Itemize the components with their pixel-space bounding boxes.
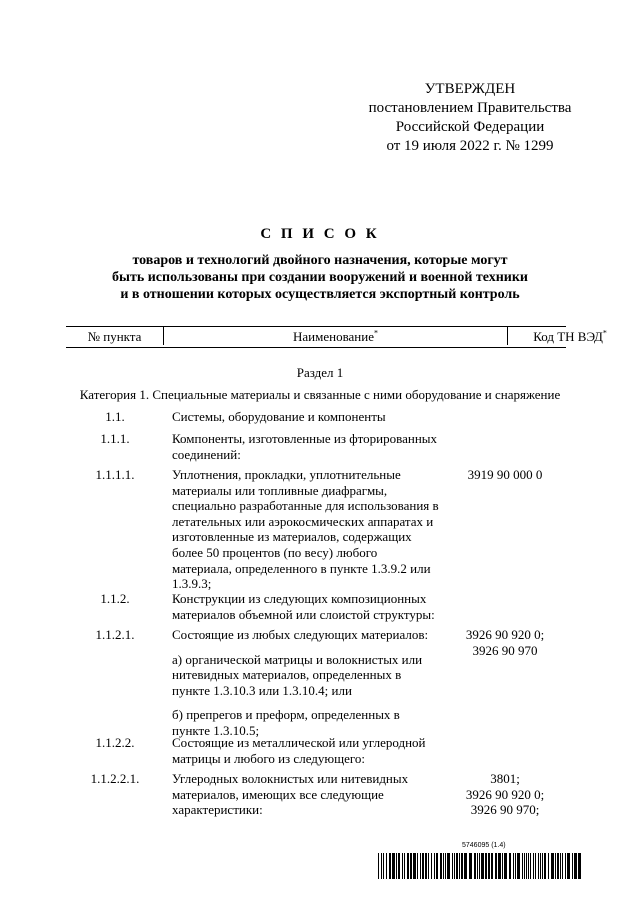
row-code-value: 3926 90 920 0; <box>465 786 545 802</box>
row-name-text: Компоненты, изготовленные из фторированных соединений: <box>172 431 438 462</box>
row-code <box>450 771 560 818</box>
row-code-value: 3801; <box>490 771 520 786</box>
footnote-mark: * <box>602 328 607 338</box>
section-heading: Раздел 1 <box>296 365 344 380</box>
approval-head: УТВЕРЖДЕН <box>424 81 516 97</box>
row-name-text: Углеродных волокнистых или нитевидных материалов, имеющих все следующие характеристики: <box>172 771 409 818</box>
row-name-text: Состоящие из любых следующих материалов: <box>172 627 429 642</box>
subtitle-line: товаров и технологий двойного назначения, которые могут <box>132 253 508 268</box>
row-name-text: Состоящие из металлической или углеродной матрицы и любого из следующего: <box>172 735 426 766</box>
row-code <box>450 627 560 658</box>
barcode-label: 5746095 (1.4) <box>462 842 506 849</box>
document-subtitle <box>0 252 640 303</box>
row-code-value: 3926 90 920 0; <box>465 627 545 642</box>
approval-block <box>340 80 600 156</box>
row-name <box>172 409 440 431</box>
row-num: 1.1. <box>105 409 125 424</box>
row-num: 1.1.2.1. <box>95 627 135 642</box>
row-name <box>172 467 440 598</box>
row-name <box>172 735 440 772</box>
header-num: № пункта <box>66 327 164 345</box>
row-name-text: Конструкции из следующих композиционных материалов объемной или слоистой структуры: <box>172 591 435 622</box>
table-header <box>66 326 607 348</box>
row-num: 1.1.2. <box>100 591 130 606</box>
approval-line: от 19 июля 2022 г. № 1299 <box>386 138 554 154</box>
row-num: 1.1.2.2. <box>95 735 135 750</box>
header-name <box>164 327 508 345</box>
header-code-label: Код ТН ВЭД <box>533 329 603 344</box>
approval-line: постановлением Правительства <box>368 100 572 116</box>
header-code <box>508 327 632 345</box>
row-name-text: Уплотнения, прокладки, уплотнительные материалы или топливные диафрагмы, специально разработанные для использования в летательных или аэрокосмических аппаратах и изготовленные из материалов, содержащих более 50 процентов (по весу) любого материала, определенного в пункте 1.3.9.2 или 1.3.9.3; <box>172 467 439 592</box>
subtitle-line: быть использованы при создании вооружений и военной техники <box>112 270 528 285</box>
row-name-text: б) препрегов и преформ, определенных в пункте 1.3.10.5; <box>172 707 400 738</box>
row-code-value: 3919 90 000 0 <box>467 467 543 482</box>
barcode <box>378 853 582 879</box>
row-name <box>172 627 440 745</box>
row-name <box>172 771 440 824</box>
category-heading: Категория 1. Специальные материалы и связанные с ними оборудование и снаряжение <box>79 387 561 402</box>
subtitle-line: и в отношении которых осуществляется экспортный контроль <box>120 287 520 302</box>
row-name <box>172 431 440 468</box>
approval-line: Российской Федерации <box>395 119 545 135</box>
row-name <box>172 591 440 628</box>
row-num: 1.1.1.1. <box>95 467 135 482</box>
header-name-label: Наименование <box>293 329 374 344</box>
document-title: С П И С О К <box>260 226 380 242</box>
row-num: 1.1.2.2.1. <box>90 771 140 786</box>
row-code <box>450 467 560 483</box>
row-num: 1.1.1. <box>100 431 130 446</box>
row-code-value: 3926 90 970; <box>470 802 540 818</box>
row-code-value: 3926 90 970 <box>472 642 538 658</box>
row-name-text: Системы, оборудование и компоненты <box>172 409 386 424</box>
footnote-mark: * <box>374 328 378 338</box>
row-name-text: а) органической матрицы и волокнистых или нитевидных материалов, определенных в пункте 1.3.10.3 или 1.3.10.4; или <box>172 651 423 698</box>
